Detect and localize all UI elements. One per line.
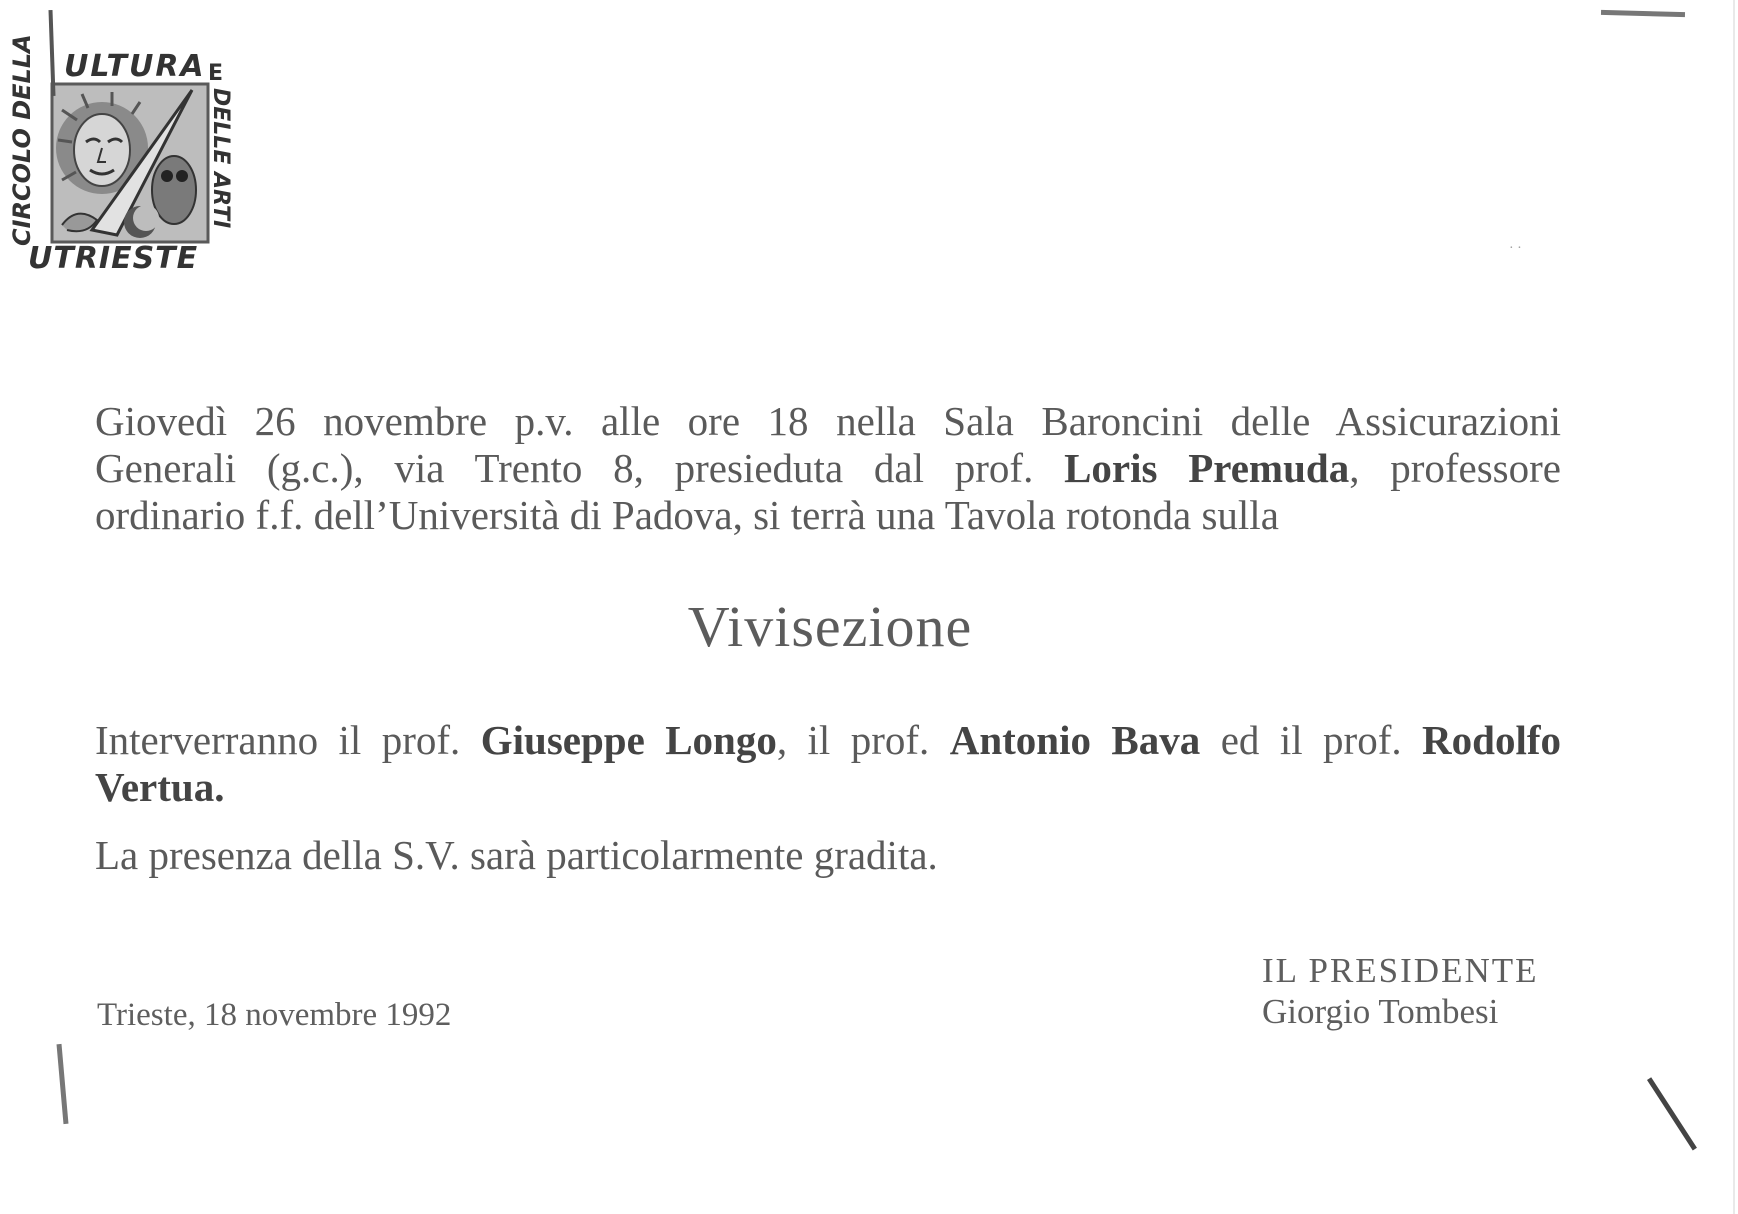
signature-block bbox=[1262, 950, 1539, 1032]
crop-mark-bottom-right bbox=[1647, 1077, 1697, 1150]
speakers-text: , il prof. bbox=[776, 717, 950, 763]
speaker-name: Rodolfo bbox=[1422, 717, 1562, 763]
speakers-text: ed il prof. bbox=[1200, 717, 1423, 763]
speakers-line-2 bbox=[95, 764, 1561, 811]
logo-text-top: ULTURA bbox=[64, 49, 206, 84]
chair-name: Loris Premuda bbox=[1064, 445, 1350, 491]
svg-text:E: E bbox=[208, 61, 224, 86]
logo-text-right: DELLE ARTI bbox=[208, 88, 233, 229]
scan-edge bbox=[1733, 0, 1735, 1214]
announcement-text: Generali (g.c.), via Trento 8, presieduta dal prof. bbox=[95, 445, 1065, 491]
crop-mark-top-right bbox=[1601, 10, 1685, 17]
speaker-name: Vertua. bbox=[95, 764, 225, 810]
place-and-date: Trieste, 18 novembre 1992 bbox=[97, 997, 452, 1033]
scan-speck: · · bbox=[1509, 241, 1522, 256]
crop-mark-bottom-left bbox=[57, 1044, 69, 1124]
announcement-paragraph bbox=[95, 398, 1561, 539]
speakers-line-1 bbox=[95, 717, 1561, 764]
speaker-name: Antonio Bava bbox=[949, 717, 1201, 763]
logo-text-bottom: UTRIESTE bbox=[28, 241, 199, 276]
closing-sentence: La presenza della S.V. sarà particolarmente gradita. bbox=[95, 832, 938, 878]
event-title: Vivisezione bbox=[687, 594, 973, 659]
announcement-line-1: Giovedì 26 novembre p.v. alle ore 18 nella Sala Baroncini delle Assicurazioni bbox=[95, 398, 1561, 444]
announcement-text: , professore bbox=[1349, 445, 1561, 491]
announcement-line-3: ordinario f.f. dell’Università di Padova, si terrà una Tavola rotonda sulla bbox=[95, 492, 1279, 538]
speakers-text: Interverranno il prof. bbox=[95, 717, 481, 763]
speaker-name: Giuseppe Longo bbox=[480, 717, 777, 763]
signatory-role: IL PRESIDENTE bbox=[1262, 951, 1539, 990]
signatory-name: Giorgio Tombesi bbox=[1262, 992, 1499, 1031]
logo-text-left: CIRCOLO DELLA bbox=[8, 34, 36, 246]
speakers-paragraph bbox=[95, 717, 1561, 811]
announcement-line-2 bbox=[95, 445, 1561, 492]
